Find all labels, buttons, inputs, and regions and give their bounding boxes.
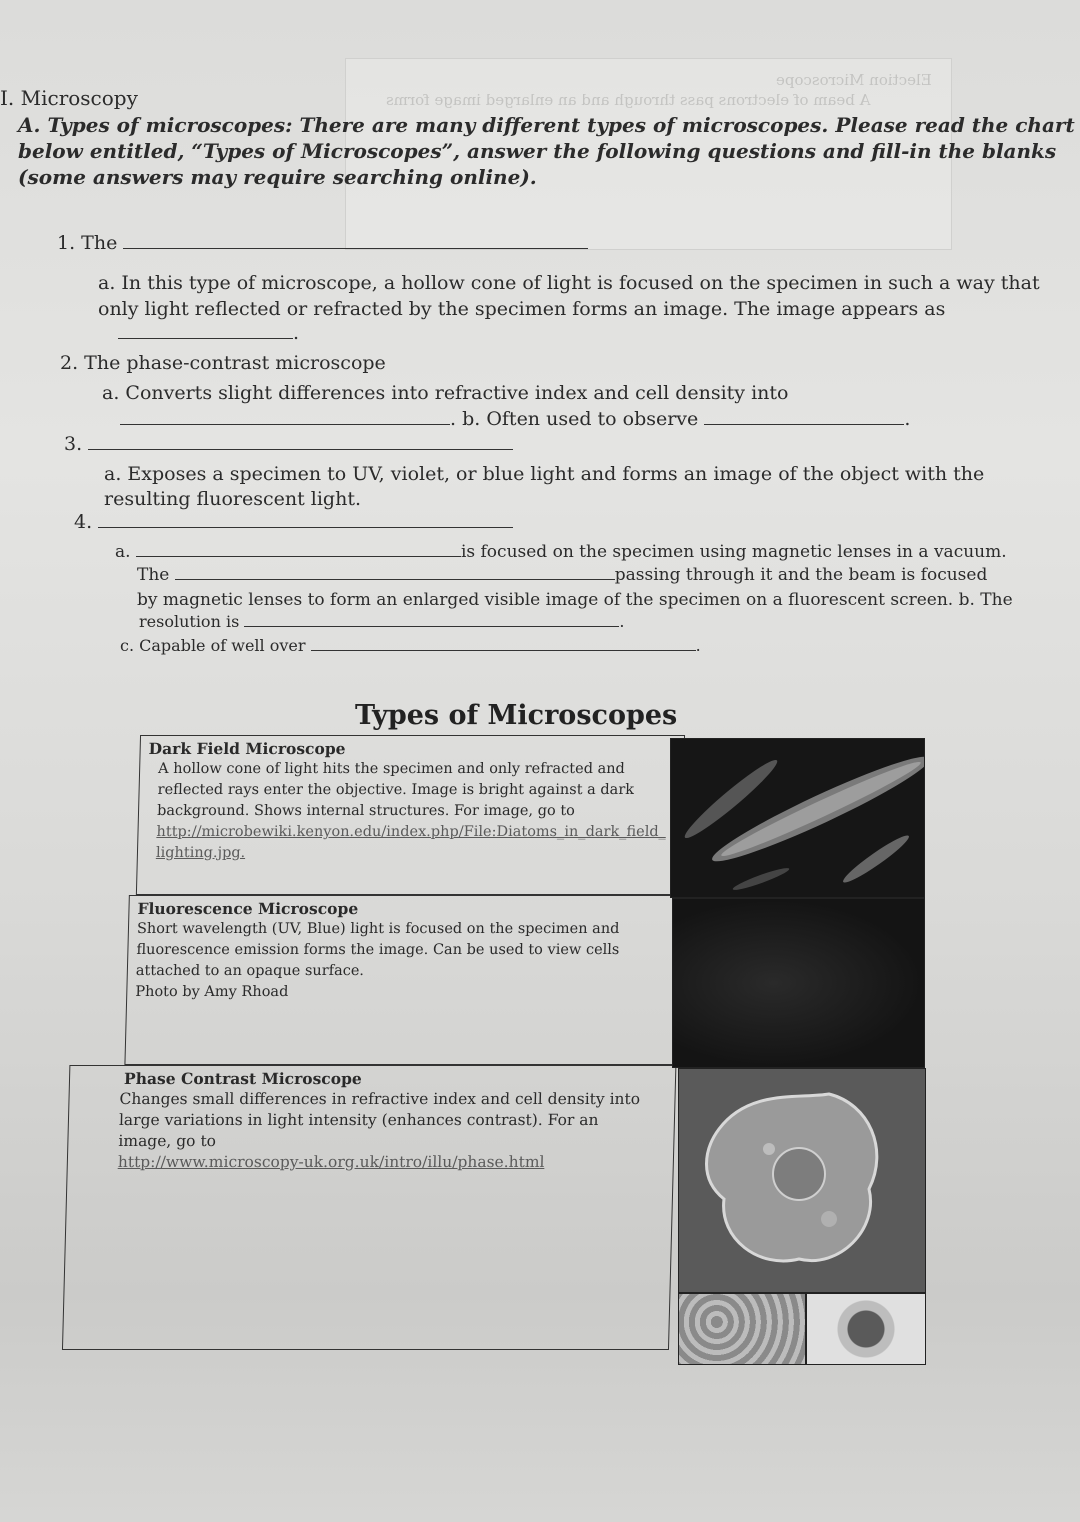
cell-cluster-image (678, 1293, 806, 1365)
table-row-dark-field (136, 735, 685, 895)
answer-blank[interactable] (136, 542, 461, 557)
question-4a-line2: The passing through it and the beam is focused (137, 565, 988, 585)
question-4a: a. is focused on the specimen using magnetic lenses in a vacuum. (115, 542, 1007, 562)
answer-blank[interactable] (704, 410, 904, 425)
question-4c: c. Capable of well over . (120, 636, 701, 655)
answer-blank[interactable] (123, 234, 588, 249)
bleed-through-text: Election Microscope (776, 71, 932, 89)
row-title: Fluorescence Microscope (137, 899, 359, 918)
photo-credit: Photo by Amy Rhoad (135, 984, 289, 1000)
subsection-heading: A. Types of microscopes: There are many different types of microscopes. Please read the chart below entitled, “Types of Microscopes”, answer the following questions and fill-in the blanks (some answers may require searching online). (18, 113, 1075, 189)
question-1-label: 1. The (57, 232, 118, 254)
phase-contrast-link[interactable]: http://www.microscopy-uk.org.uk/intro/illu/phase.html (117, 1153, 545, 1171)
diatom-illustration (671, 739, 925, 898)
question-3: 3. (64, 433, 513, 455)
amoeba-illustration (679, 1069, 926, 1293)
answer-blank[interactable] (120, 410, 450, 425)
table-row-phase-contrast (62, 1065, 676, 1350)
row-description: Short wavelength (UV, Blue) light is focused on the specimen and fluorescence emission forms the image. Can be used to view cells attached to an opaque surface. (135, 921, 620, 979)
microscope-table (62, 730, 688, 1355)
question-4: 4. (74, 511, 513, 533)
dark-field-diatom-image (670, 738, 925, 898)
answer-blank[interactable] (118, 324, 293, 339)
answer-blank[interactable] (88, 435, 513, 450)
question-2b: . b. Often used to observe . (120, 408, 910, 430)
question-3a: a. Exposes a specimen to UV, violet, or blue light and forms an image of the object with the resulting fluorescent light. (104, 463, 985, 510)
bleed-through-text: A beam of electrons pass through and an enlarged image forms (386, 91, 871, 109)
question-4b: resolution is . (139, 612, 625, 631)
row-title: Phase Contrast Microscope (123, 1069, 363, 1088)
question-1 (57, 232, 588, 254)
dark-field-link[interactable]: http://microbewiki.kenyon.edu/index.php/File:Diatoms_in_dark_field_lighting.jpg. (155, 824, 667, 861)
virus-particle-image (806, 1293, 926, 1365)
section-heading: I. Microscopy (0, 86, 138, 110)
question-4a-line3: by magnetic lenses to form an enlarged visible image of the specimen on a fluorescent screen. b. The (137, 590, 1013, 610)
answer-blank[interactable] (244, 612, 619, 627)
question-1a: a. In this type of microscope, a hollow cone of light is focused on the specimen in such a way that only light reflected or refracted by the specimen forms an image. The image appears as (98, 272, 1040, 320)
fluorescence-cell-image (672, 898, 925, 1068)
row-description: Changes small differences in refractive index and cell density into large variations in light intensity (enhances contrast). For an image, go to (118, 1090, 641, 1150)
table-title: Types of Microscopes (355, 700, 678, 731)
question-2a: a. Converts slight differences into refractive index and cell density into (102, 382, 789, 404)
answer-blank[interactable] (175, 565, 615, 580)
table-row-fluorescence (124, 895, 680, 1065)
phase-contrast-amoeba-image (678, 1068, 926, 1293)
answer-blank[interactable] (98, 513, 513, 528)
question-1a-answer: . (118, 322, 299, 344)
row-title: Dark Field Microscope (148, 739, 346, 758)
row-description: A hollow cone of light hits the specimen and only refracted and reflected rays enter the objective. Image is bright against a dark background. Shows internal structures. For image, go to (156, 761, 635, 819)
question-2: 2. The phase-contrast microscope (60, 352, 386, 374)
answer-blank[interactable] (311, 636, 696, 651)
